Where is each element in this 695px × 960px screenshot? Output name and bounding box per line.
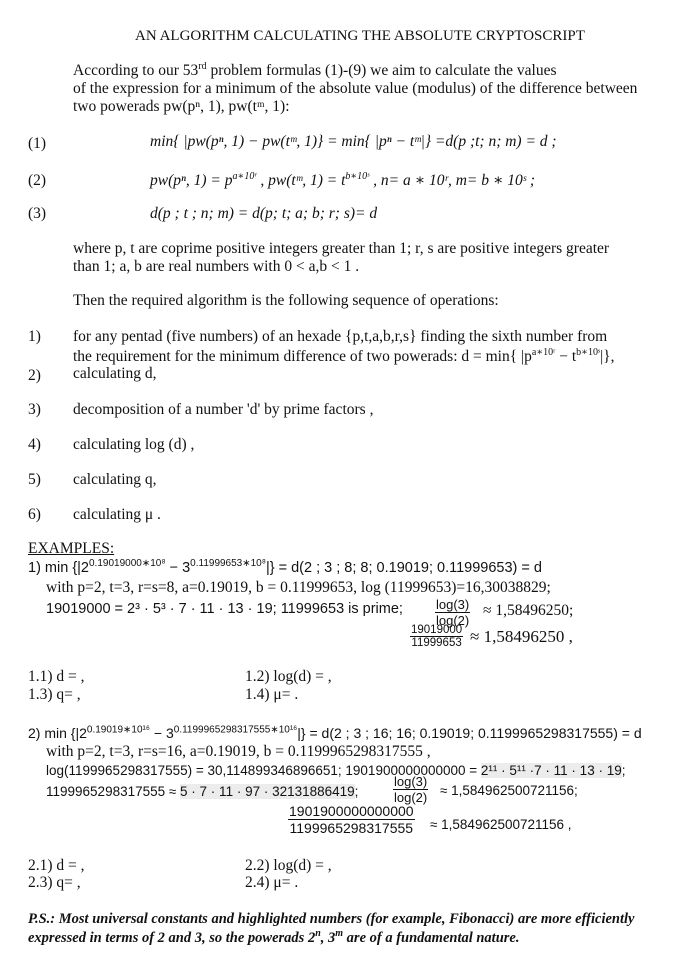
step-1-line-1: for any pentad (five numbers) of an hexade {p,t,a,b,r,s} finding the sixth number from <box>73 328 608 345</box>
formula-1-number: (1) <box>28 135 47 152</box>
step-2-text: calculating d, <box>73 365 157 382</box>
step-3-text: decomposition of a number 'd' by prime factors , <box>73 401 374 418</box>
example-1-number-ratio-denominator: 11999653 <box>411 637 462 649</box>
step-2-number: 2) <box>28 367 41 384</box>
example-2-log-ratio <box>393 774 428 805</box>
example-1-parameters: with p=2, t=3, r=s=8, a=0.19019, b = 0.11999653, log (11999653)=16,30038829; <box>46 579 551 596</box>
step-4-number: 4) <box>28 436 41 453</box>
example-1-log-ratio-numerator: log(3) <box>436 597 470 612</box>
example-1-log-ratio-value: ≈ 1,58496250; <box>483 602 574 619</box>
examples-header: EXAMPLES: <box>28 540 115 557</box>
example-2-log-ratio-value: ≈ 1,584962500721156; <box>440 783 578 798</box>
example-2-log-ratio-numerator: log(3) <box>394 774 428 789</box>
example-2-number-ratio-denominator: 1199965298317555 <box>289 820 414 836</box>
where-line-1: where p, t are coprime positive integers greater than 1; r, s are positive integers greater <box>73 240 610 257</box>
example-2-heading: 2) $\min \{|2^{0.19019∗10^{16}} - 3^{0.1199965298317555∗10^{16}}|\} = d(2$ ; 3 ; 16; 16; 0.19019; 0.1199965298317555) = d <box>28 724 642 741</box>
result-1-2: 1.2) log(d) = , <box>245 668 332 685</box>
example-2-number-ratio <box>288 803 415 836</box>
step-1-number: 1) <box>28 328 41 345</box>
example-2-log-line: log(1199965298317555) = 30,114899346896651; 1901900000000000 = 2¹¹ · 5¹¹ ·7 · 11 · 13 · 19; <box>46 763 626 778</box>
result-2-1: 2.1) d = , <box>28 857 85 874</box>
example-2-highlight-approx-factors: 5 · 7 · 11 · 97 · 32131886419 <box>180 784 355 799</box>
result-2-4: 2.4) μ= . <box>245 874 299 891</box>
step-3-number: 3) <box>28 401 41 418</box>
step-6-number: 6) <box>28 506 41 523</box>
result-1-3: 1.3) q= , <box>28 686 81 703</box>
example-1-number-ratio-numerator: 19019000 <box>411 624 463 636</box>
example-2-log-ratio-denominator: log(2) <box>394 790 428 805</box>
example-2-parameters: with p=2, t=3, r=s=16, a=0.19019, b = 0.1199965298317555 , <box>46 743 431 760</box>
postscript-line-1: P.S.: Most universal constants and highlighted numbers (for example, Fibonacci) are more efficiently <box>28 911 635 927</box>
example-1-number-ratio <box>410 624 463 649</box>
formula-3: d(p ; t ; n; m) = d(p; t; a; b; r; s)= d <box>150 205 378 222</box>
postscript-line-2: expressed in terms of 2 and 3, so the powerads 2$^n$, 3$^m$ are of a fundamental nature. <box>28 928 520 946</box>
intro-line-2: of the expression for a minimum of the absolute value (modulus) of the difference between <box>73 80 638 97</box>
example-2-number-ratio-value: ≈ 1,584962500721156 , <box>430 817 572 832</box>
formula-2: pw(pⁿ, $1) = p^{a∗10ʳ}$ , pw(tᵐ, $1) = t^{b∗10ˢ}$ , n= a ∗ 10ʳ, m= b ∗ 10ˢ ; <box>150 170 536 189</box>
step-1-line-2: the requirement for the minimum difference of two powerads: d = min{ $|p^{a∗10ʳ} - t^{b∗10ˢ}|$}, <box>73 346 615 365</box>
formula-1: min{ |pw(pⁿ, 1) − pw(tᵐ, 1)} = min{ |pⁿ − tᵐ|} =d(p ;t; n; m) = d ; <box>150 133 557 150</box>
example-1-factorization: 19019000 = 2³ · 5³ · 7 · 11 · 13 · 19; 11999653 is prime; <box>46 601 403 617</box>
result-1-1: 1.1) d = , <box>28 668 85 685</box>
intro-line-3: two powerads pw(pⁿ, 1), pw(tᵐ, 1): <box>73 98 290 115</box>
step-4-text: calculating log (d) , <box>73 436 195 453</box>
then-sentence: Then the required algorithm is the following sequence of operations: <box>73 292 499 309</box>
intro-line-1: According to our 53rd problem formulas (1)-(9) we aim to calculate the values <box>73 60 557 79</box>
where-line-2: than 1; a, b are real numbers with 0 < a,b < 1 . <box>73 258 360 275</box>
step-5-text: calculating q, <box>73 471 157 488</box>
formula-2-number: (2) <box>28 172 47 189</box>
document-title: AN ALGORITHM CALCULATING THE ABSOLUTE CRYPTOSCRIPT <box>135 28 585 44</box>
example-2-number-ratio-numerator: 1901900000000000 <box>289 803 414 819</box>
example-1-number-ratio-value: ≈ 1,58496250 , <box>470 627 573 646</box>
example-2-highlight-factorization: 2¹¹ · 5¹¹ ·7 · 11 · 13 · 19 <box>480 763 622 778</box>
step-6-text: calculating μ . <box>73 506 161 523</box>
example-1-heading: 1) $\min \{|2^{0.19019000∗10^8} - 3^{0.11999653∗10^8}|\} = d(2$ ; 3 ; 8; 8; 0.19019; 0.11999653) = d <box>28 558 542 576</box>
example-2-factorization: 1199965298317555 ≈ 5 · 7 · 11 · 97 · 32131886419; <box>46 784 359 799</box>
step-5-number: 5) <box>28 471 41 488</box>
result-1-4: 1.4) μ= . <box>245 686 299 703</box>
result-2-3: 2.3) q= , <box>28 874 81 891</box>
example-1-log-ratio-denominator: log(2) <box>436 613 470 628</box>
formula-3-number: (3) <box>28 205 47 222</box>
result-2-2: 2.2) log(d) = , <box>245 857 332 874</box>
